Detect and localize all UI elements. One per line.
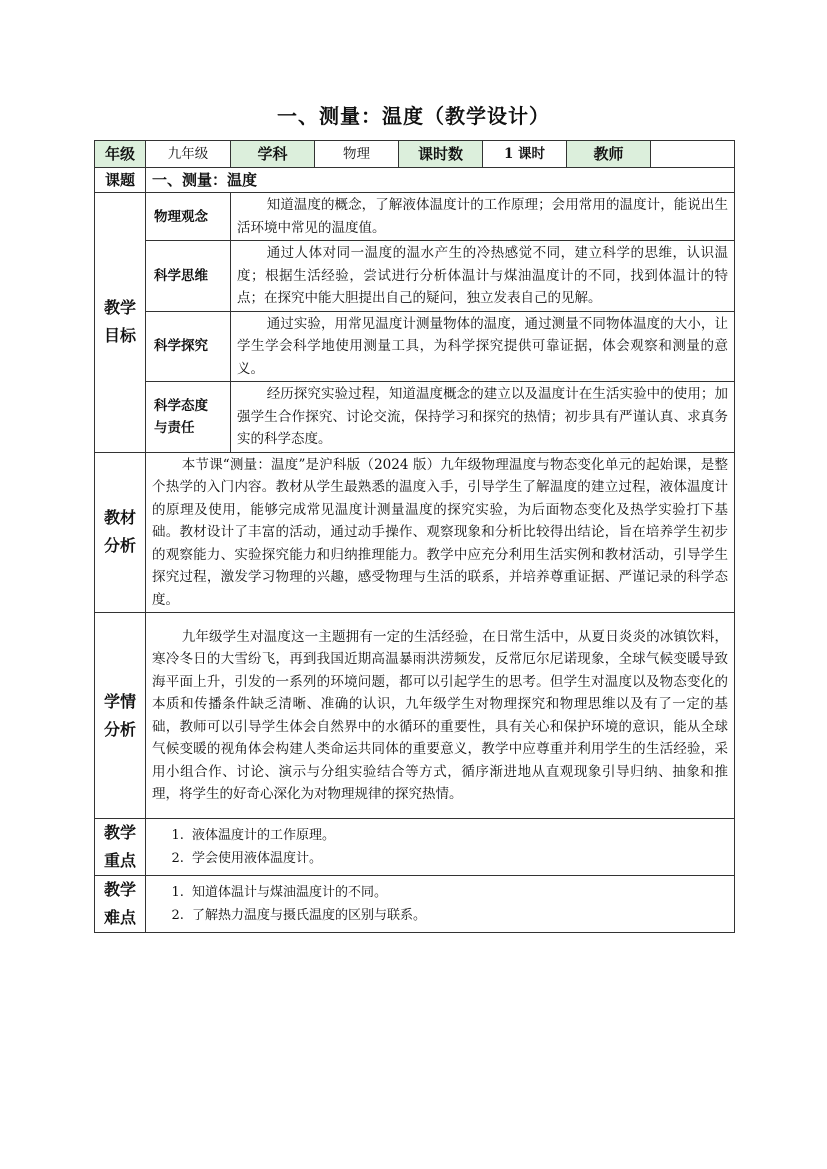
key-points-list: [146, 819, 735, 876]
goal-label: 科学思维: [146, 241, 231, 312]
teacher-value: [651, 141, 735, 168]
difficulties-row: [95, 876, 735, 933]
students-text: 九年级学生对温度这一主题拥有一定的生活经验，在日常生活中，从夏日炎炎的冰镇饮料，寒冷冬日的大雪纷飞，再到我国近期高温暴雨洪涝频发，反常厄尔尼诺现象，全球气候变暖导致海平面上升，引发的一系列的环境问题，都可以引起学生的思考。但学生对温度以及物态变化的本质和传播条件缺乏清晰、准确的认识，九年级学生对物理探究和物理思维以及有了一定的基础，教师可以引导学生体会自然界中的水循环的重要性，具有关心和保护环境的意识，能从全球气候变暖的视角体会构建人类命运共同体的重要意义，教学中应尊重并利用学生的生活经验，采用小组合作、讨论、演示与分组实验结合等方式，循序渐进地从直观现象引导归纳、抽象和推理，将学生的好奇心深化为对物理规律的探究热情。: [146, 613, 735, 819]
goal-text: 知道温度的概念，了解液体温度计的工作原理；会用常用的温度计，能说出生活环境中常见的温度值。: [231, 193, 735, 241]
material-row: [95, 452, 735, 613]
material-text: 本节课“测量：温度”是沪科版（2024 版）九年级物理温度与物态变化单元的起始课，是整个热学的入门内容。教材从学生最熟悉的温度入手，引导学生了解温度的建立过程，液体温度计的原理及使用，能够完成常见温度计测量温度的探究实验，为后面物态变化及热学实验打下基础。教材设计了丰富的活动，通过动手操作、观察现象和分析比较得出结论，旨在培养学生初步的观察能力、实验探究能力和归纳推理能力。教学中应充分利用生活实例和教材活动，引导学生探究过程，激发学习物理的兴趣，感受物理与生活的联系，并培养尊重证据、严谨记录的科学态度。: [146, 452, 735, 613]
hours-value: 1 课时: [483, 141, 567, 168]
page-title: 一、测量：温度（教学设计）: [277, 104, 550, 128]
topic-label: 课题: [95, 168, 146, 193]
material-label: 教材 分析: [95, 452, 146, 613]
goal-label: 物理观念: [146, 193, 231, 241]
goal-row: [95, 311, 735, 382]
goal-label: 科学探究: [146, 311, 231, 382]
subject-value: 物理: [315, 141, 399, 168]
grade-value: 九年级: [146, 141, 231, 168]
teacher-label: 教师: [567, 141, 651, 168]
difficulties-list: [146, 876, 735, 933]
students-label: 学情 分析: [95, 613, 146, 819]
students-row: [95, 613, 735, 819]
topic-value: 一、测量：温度: [146, 168, 735, 193]
grade-label: 年级: [95, 141, 146, 168]
lesson-plan-table: [94, 140, 735, 933]
header-row: [95, 141, 735, 168]
topic-row: [95, 168, 735, 193]
key-points-row: [95, 819, 735, 876]
list-item: 1. 知道体温计与煤油温度计的不同。: [188, 881, 728, 904]
goal-text: 经历探究实验过程，知道温度概念的建立以及温度计在生活实验中的使用；加强学生合作探究、讨论交流，保持学习和探究的热情；初步具有严谨认真、求真务实的科学态度。: [231, 382, 735, 453]
key-points-label: 教学 重点: [95, 819, 146, 876]
goal-text: 通过人体对同一温度的温水产生的冷热感觉不同，建立科学的思维，认识温度；根据生活经验，尝试进行分析体温计与煤油温度计的不同，找到体温计的特点；在探究中能大胆提出自己的疑问，独立发表自己的见解。: [231, 241, 735, 312]
goal-text: 通过实验，用常见温度计测量物体的温度，通过测量不同物体温度的大小，让学生学会科学地使用测量工具，为科学探究提供可靠证据，体会观察和测量的意义。: [231, 311, 735, 382]
hours-label: 课时数: [399, 141, 483, 168]
subject-label: 学科: [231, 141, 315, 168]
goal-row: [95, 193, 735, 241]
list-item: 2. 学会使用液体温度计。: [188, 847, 728, 870]
list-item: 1. 液体温度计的工作原理。: [188, 824, 728, 847]
goal-row: [95, 241, 735, 312]
goals-label: 教学 目标: [95, 193, 146, 453]
goal-label: 科学态度 与责任: [146, 382, 231, 453]
list-item: 2. 了解热力温度与摄氏温度的区别与联系。: [188, 904, 728, 927]
goal-row: [95, 382, 735, 453]
difficulties-label: 教学 难点: [95, 876, 146, 933]
